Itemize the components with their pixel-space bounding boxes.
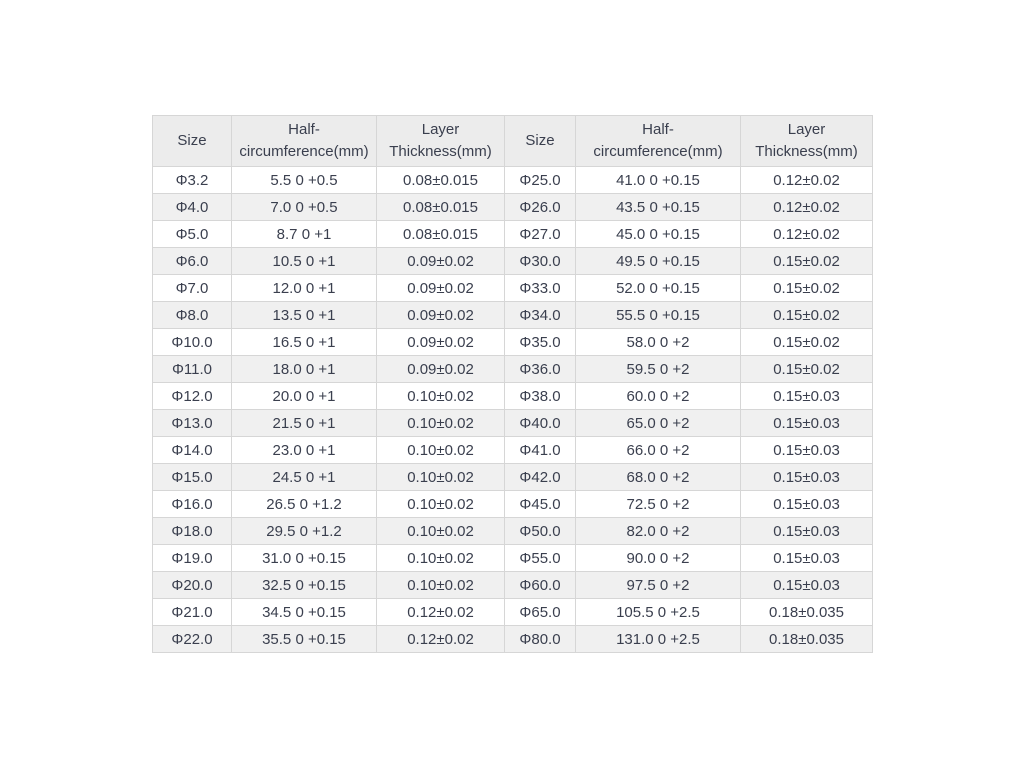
size-cell: Φ20.0 — [153, 572, 232, 599]
size-cell-2: Φ65.0 — [505, 599, 576, 626]
size-cell-2: Φ60.0 — [505, 572, 576, 599]
layer-thickness-cell: 0.08±0.015 — [377, 194, 505, 221]
size-cell: Φ16.0 — [153, 491, 232, 518]
half-circumference-cell-2: 52.0 0 +0.15 — [576, 275, 741, 302]
layer-thickness-cell: 0.08±0.015 — [377, 167, 505, 194]
half-circumference-cell: 35.5 0 +0.15 — [232, 626, 377, 653]
half-circumference-cell: 7.0 0 +0.5 — [232, 194, 377, 221]
table-header — [153, 116, 873, 167]
layer-thickness-cell-2: 0.18±0.035 — [741, 599, 873, 626]
table-row — [153, 167, 873, 194]
half-circumference-cell-2: 55.5 0 +0.15 — [576, 302, 741, 329]
size-cell-2: Φ35.0 — [505, 329, 576, 356]
half-circumference-cell: 5.5 0 +0.5 — [232, 167, 377, 194]
layer-thickness-cell: 0.10±0.02 — [377, 518, 505, 545]
layer-thickness-cell-2: 0.15±0.02 — [741, 248, 873, 275]
size-cell: Φ18.0 — [153, 518, 232, 545]
layer-thickness-cell: 0.09±0.02 — [377, 302, 505, 329]
size-cell: Φ13.0 — [153, 410, 232, 437]
size-cell-2: Φ36.0 — [505, 356, 576, 383]
layer-thickness-cell: 0.10±0.02 — [377, 437, 505, 464]
size-cell-2: Φ40.0 — [505, 410, 576, 437]
size-cell-2: Φ55.0 — [505, 545, 576, 572]
half-circumference-cell: 20.0 0 +1 — [232, 383, 377, 410]
header-layer-line2: Thickness(mm) — [389, 143, 492, 160]
size-cell-2: Φ38.0 — [505, 383, 576, 410]
layer-thickness-cell-2: 0.15±0.02 — [741, 302, 873, 329]
header-half-2-line2: circumference(mm) — [593, 143, 723, 160]
size-cell: Φ8.0 — [153, 302, 232, 329]
half-circumference-cell: 12.0 0 +1 — [232, 275, 377, 302]
layer-thickness-cell: 0.09±0.02 — [377, 329, 505, 356]
size-cell: Φ6.0 — [153, 248, 232, 275]
half-circumference-cell: 8.7 0 +1 — [232, 221, 377, 248]
table-row — [153, 356, 873, 383]
half-circumference-cell: 31.0 0 +0.15 — [232, 545, 377, 572]
layer-thickness-cell-2: 0.15±0.03 — [741, 383, 873, 410]
size-cell: Φ19.0 — [153, 545, 232, 572]
size-cell-2: Φ41.0 — [505, 437, 576, 464]
half-circumference-cell: 16.5 0 +1 — [232, 329, 377, 356]
table-row — [153, 599, 873, 626]
size-cell-2: Φ26.0 — [505, 194, 576, 221]
layer-thickness-cell: 0.09±0.02 — [377, 275, 505, 302]
half-circumference-cell: 34.5 0 +0.15 — [232, 599, 377, 626]
size-cell-2: Φ34.0 — [505, 302, 576, 329]
size-cell: Φ10.0 — [153, 329, 232, 356]
half-circumference-cell: 23.0 0 +1 — [232, 437, 377, 464]
size-cell: Φ14.0 — [153, 437, 232, 464]
header-half-2-line1: Half- — [642, 121, 674, 138]
size-cell: Φ5.0 — [153, 221, 232, 248]
layer-thickness-cell-2: 0.15±0.02 — [741, 329, 873, 356]
layer-thickness-cell-2: 0.15±0.03 — [741, 518, 873, 545]
size-cell: Φ7.0 — [153, 275, 232, 302]
layer-thickness-cell: 0.10±0.02 — [377, 572, 505, 599]
size-cell: Φ21.0 — [153, 599, 232, 626]
table-row — [153, 275, 873, 302]
half-circumference-cell: 26.5 0 +1.2 — [232, 491, 377, 518]
layer-thickness-cell: 0.12±0.02 — [377, 626, 505, 653]
header-size-label: Size — [177, 132, 207, 149]
layer-thickness-cell-2: 0.15±0.03 — [741, 410, 873, 437]
half-circumference-cell: 24.5 0 +1 — [232, 464, 377, 491]
layer-thickness-cell: 0.10±0.02 — [377, 464, 505, 491]
header-half-line1: Half- — [288, 121, 320, 138]
header-size-2-label: Size — [525, 132, 555, 149]
layer-thickness-cell: 0.08±0.015 — [377, 221, 505, 248]
layer-thickness-cell-2: 0.15±0.02 — [741, 356, 873, 383]
half-circumference-cell-2: 59.5 0 +2 — [576, 356, 741, 383]
half-circumference-cell-2: 82.0 0 +2 — [576, 518, 741, 545]
table-row — [153, 248, 873, 275]
size-cell: Φ4.0 — [153, 194, 232, 221]
size-cell-2: Φ80.0 — [505, 626, 576, 653]
layer-thickness-cell-2: 0.18±0.035 — [741, 626, 873, 653]
spec-table — [152, 115, 873, 653]
table-row — [153, 383, 873, 410]
layer-thickness-cell-2: 0.15±0.03 — [741, 464, 873, 491]
header-layer-thickness-2 — [741, 116, 873, 167]
half-circumference-cell-2: 60.0 0 +2 — [576, 383, 741, 410]
layer-thickness-cell-2: 0.15±0.02 — [741, 275, 873, 302]
half-circumference-cell-2: 105.5 0 +2.5 — [576, 599, 741, 626]
half-circumference-cell: 32.5 0 +0.15 — [232, 572, 377, 599]
layer-thickness-cell-2: 0.12±0.02 — [741, 221, 873, 248]
layer-thickness-cell-2: 0.15±0.03 — [741, 491, 873, 518]
half-circumference-cell: 21.5 0 +1 — [232, 410, 377, 437]
header-half-circumference-2 — [576, 116, 741, 167]
table-row — [153, 437, 873, 464]
size-cell-2: Φ45.0 — [505, 491, 576, 518]
size-cell: Φ15.0 — [153, 464, 232, 491]
size-cell: Φ22.0 — [153, 626, 232, 653]
half-circumference-cell-2: 58.0 0 +2 — [576, 329, 741, 356]
half-circumference-cell-2: 131.0 0 +2.5 — [576, 626, 741, 653]
half-circumference-cell: 18.0 0 +1 — [232, 356, 377, 383]
size-cell-2: Φ33.0 — [505, 275, 576, 302]
layer-thickness-cell: 0.10±0.02 — [377, 491, 505, 518]
half-circumference-cell-2: 65.0 0 +2 — [576, 410, 741, 437]
layer-thickness-cell-2: 0.12±0.02 — [741, 167, 873, 194]
size-cell: Φ3.2 — [153, 167, 232, 194]
half-circumference-cell: 29.5 0 +1.2 — [232, 518, 377, 545]
table-body — [153, 167, 873, 653]
header-row — [153, 116, 873, 167]
table-row — [153, 329, 873, 356]
layer-thickness-cell-2: 0.15±0.03 — [741, 572, 873, 599]
half-circumference-cell: 10.5 0 +1 — [232, 248, 377, 275]
header-size-2 — [505, 116, 576, 167]
size-cell-2: Φ42.0 — [505, 464, 576, 491]
half-circumference-cell: 13.5 0 +1 — [232, 302, 377, 329]
table-row — [153, 410, 873, 437]
half-circumference-cell-2: 43.5 0 +0.15 — [576, 194, 741, 221]
header-layer-line1: Layer — [421, 121, 460, 138]
table-row — [153, 572, 873, 599]
size-cell-2: Φ30.0 — [505, 248, 576, 275]
layer-thickness-cell: 0.09±0.02 — [377, 356, 505, 383]
size-cell-2: Φ27.0 — [505, 221, 576, 248]
table-row — [153, 221, 873, 248]
header-half-circumference — [232, 116, 377, 167]
header-layer-2-line2: Thickness(mm) — [755, 143, 858, 160]
table-row — [153, 491, 873, 518]
table-row — [153, 626, 873, 653]
size-cell: Φ12.0 — [153, 383, 232, 410]
half-circumference-cell-2: 45.0 0 +0.15 — [576, 221, 741, 248]
layer-thickness-cell: 0.09±0.02 — [377, 248, 505, 275]
layer-thickness-cell: 0.10±0.02 — [377, 545, 505, 572]
half-circumference-cell-2: 97.5 0 +2 — [576, 572, 741, 599]
size-cell: Φ11.0 — [153, 356, 232, 383]
half-circumference-cell-2: 49.5 0 +0.15 — [576, 248, 741, 275]
header-size — [153, 116, 232, 167]
layer-thickness-cell: 0.10±0.02 — [377, 383, 505, 410]
layer-thickness-cell: 0.12±0.02 — [377, 599, 505, 626]
layer-thickness-cell-2: 0.12±0.02 — [741, 194, 873, 221]
table-row — [153, 464, 873, 491]
half-circumference-cell-2: 72.5 0 +2 — [576, 491, 741, 518]
layer-thickness-cell-2: 0.15±0.03 — [741, 437, 873, 464]
size-cell-2: Φ50.0 — [505, 518, 576, 545]
header-layer-2-line1: Layer — [787, 121, 826, 138]
table-row — [153, 518, 873, 545]
layer-thickness-cell-2: 0.15±0.03 — [741, 545, 873, 572]
size-cell-2: Φ25.0 — [505, 167, 576, 194]
half-circumference-cell-2: 66.0 0 +2 — [576, 437, 741, 464]
table-row — [153, 194, 873, 221]
half-circumference-cell-2: 41.0 0 +0.15 — [576, 167, 741, 194]
table-row — [153, 302, 873, 329]
header-half-line2: circumference(mm) — [239, 143, 369, 160]
layer-thickness-cell: 0.10±0.02 — [377, 410, 505, 437]
header-layer-thickness — [377, 116, 505, 167]
half-circumference-cell-2: 68.0 0 +2 — [576, 464, 741, 491]
table-row — [153, 545, 873, 572]
half-circumference-cell-2: 90.0 0 +2 — [576, 545, 741, 572]
